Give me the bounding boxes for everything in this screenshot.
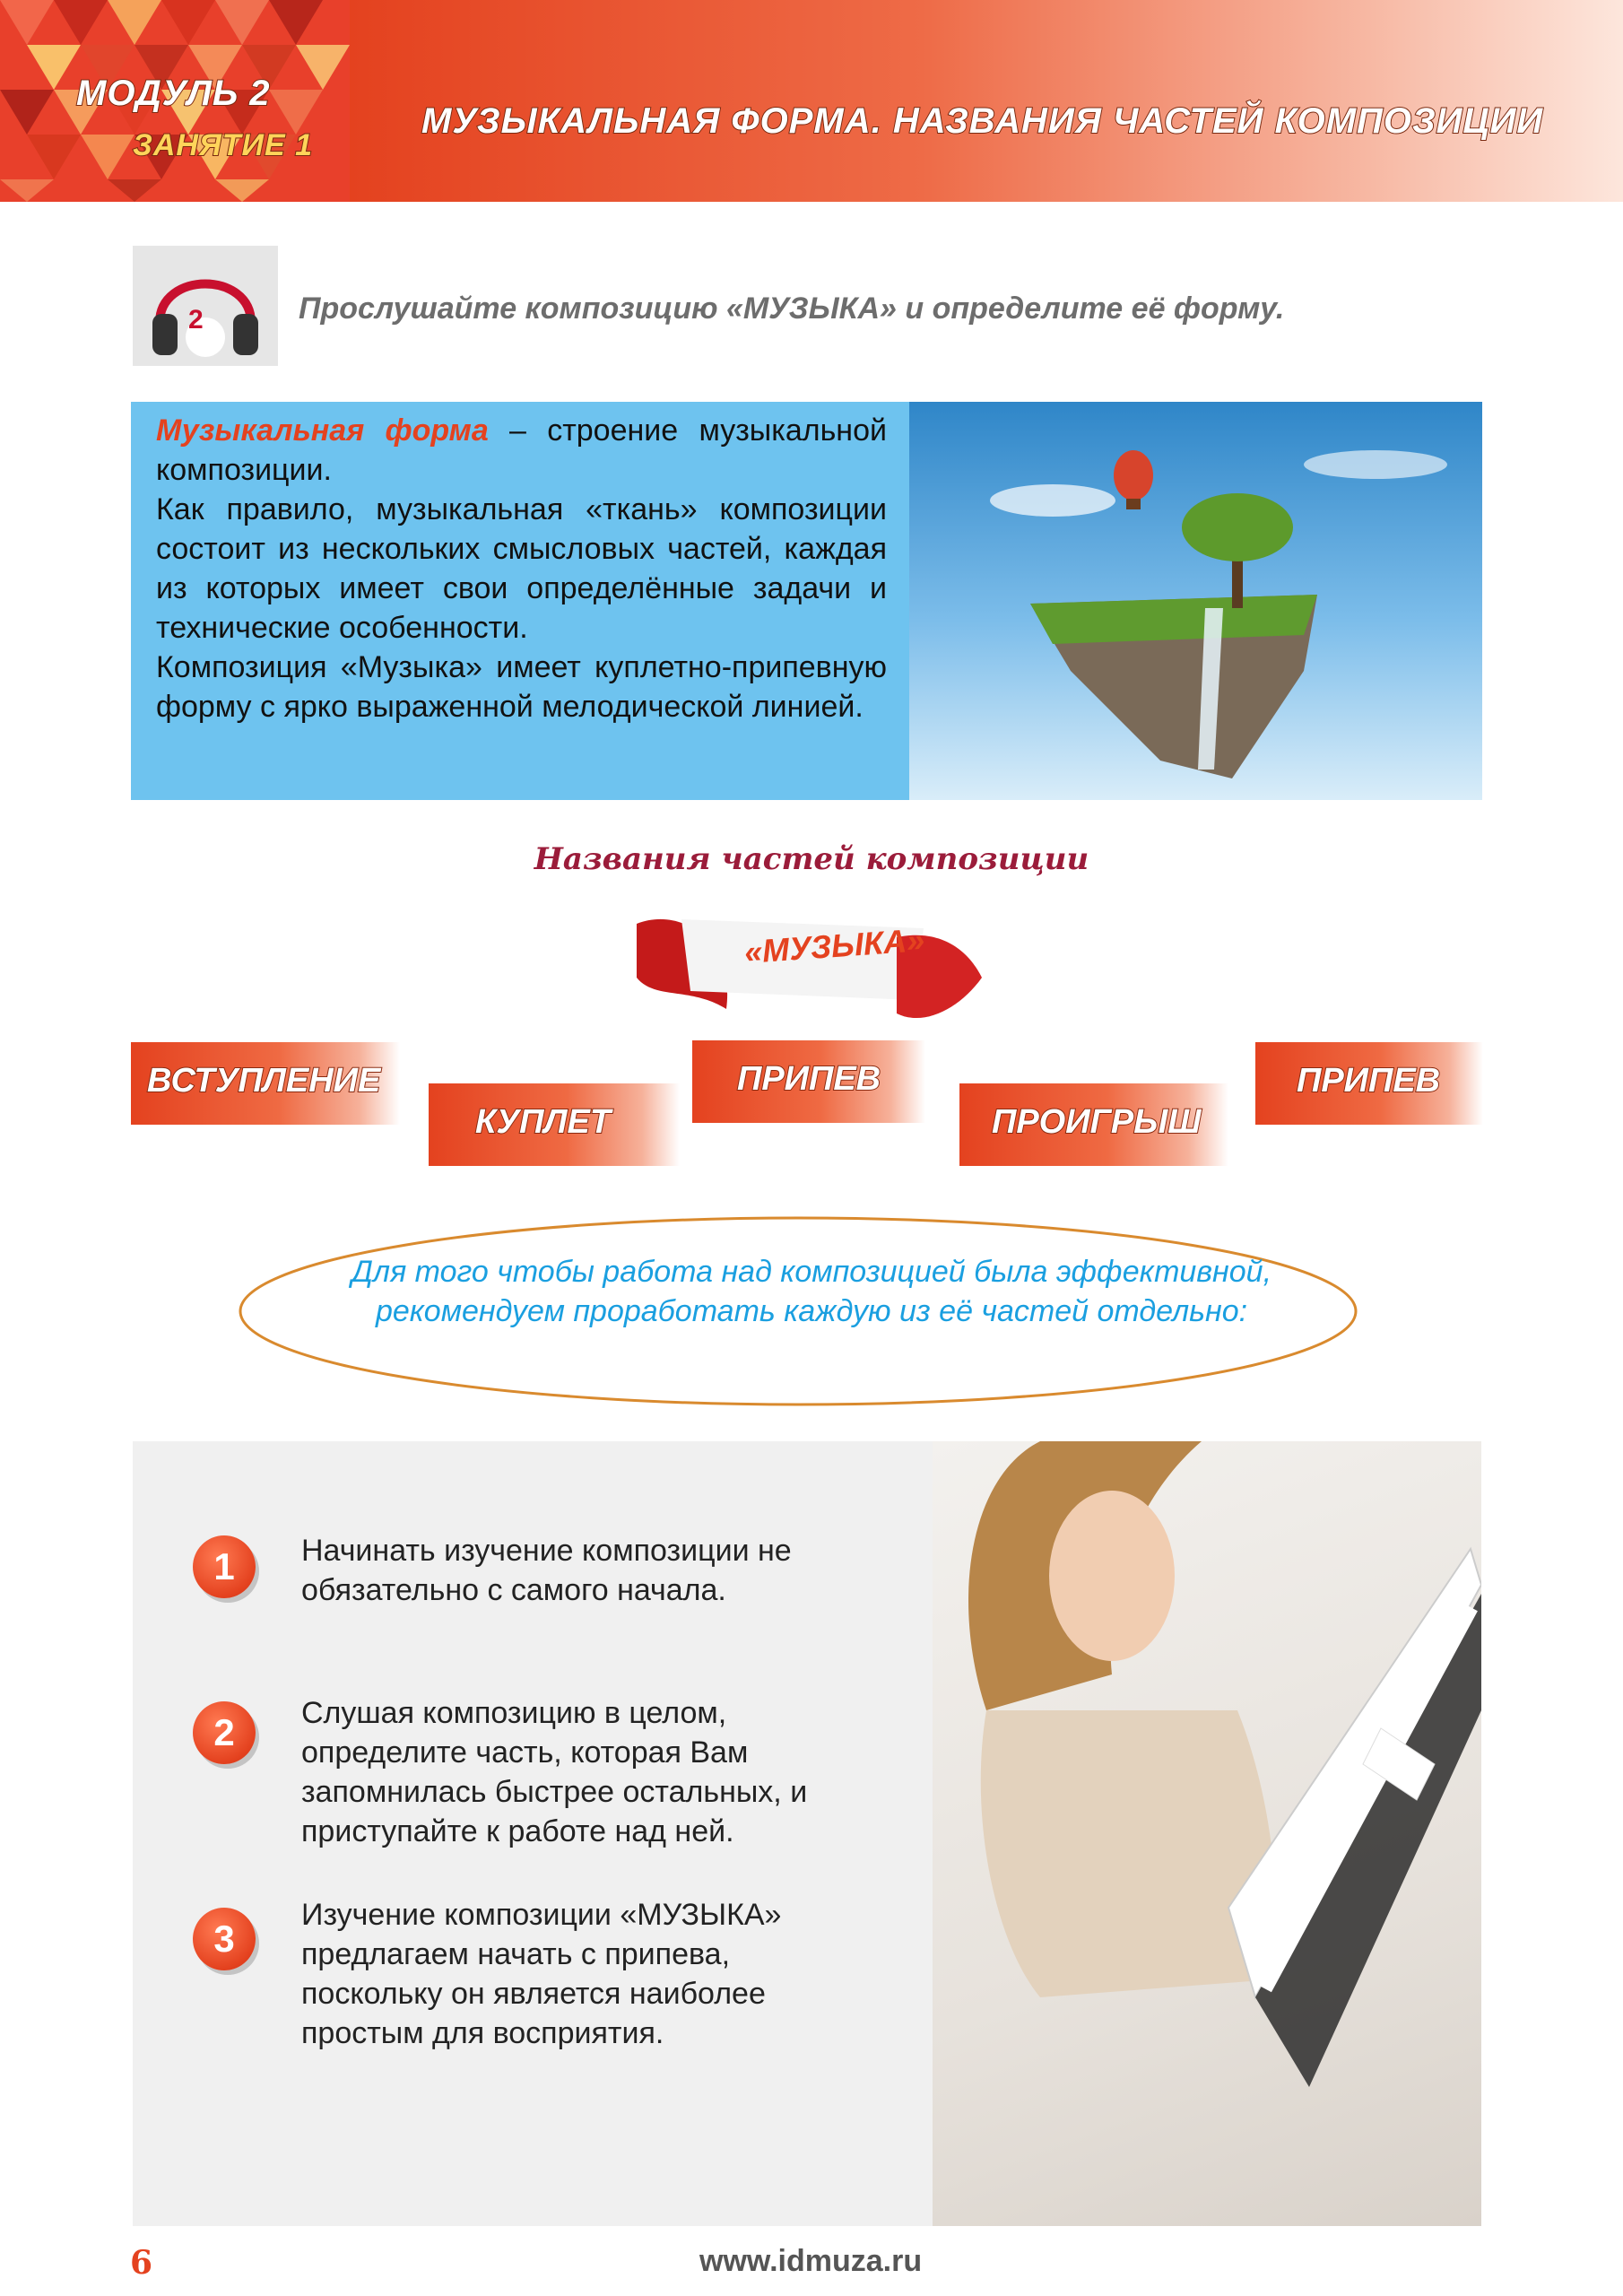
part-label: ПРИПЕВ	[1297, 1062, 1441, 1100]
tip-text-2: Слушая композицию в целом, определите часть, которая Вам запомнилась быстрее остальных, и приступайте к работе над ней.	[301, 1696, 808, 1848]
headphones-icon	[133, 246, 278, 366]
part-interlude	[959, 1083, 1228, 1166]
part-label: ПРИПЕВ	[737, 1060, 881, 1098]
definition-term: Музыкальная форма	[156, 413, 489, 448]
part-label: ВСТУПЛЕНИЕ	[147, 1062, 381, 1100]
definition-line-1	[156, 411, 887, 490]
ribbon-graphic	[628, 901, 986, 1036]
tip-text-3: Изучение композиции «МУЗЫКА» предлагаем начать с припева, поскольку он является наиболее простым для восприятия.	[301, 1898, 782, 2050]
part-chorus-2	[1255, 1042, 1483, 1125]
parts-heading: Названия частей композиции	[534, 841, 1089, 877]
listen-instruction: Прослушайте композицию «МУЗЫКА» и определите её форму.	[299, 291, 1285, 326]
song-title-ribbon	[628, 901, 986, 1036]
tip-number-3: 3	[193, 1908, 256, 1970]
headphones-graphic	[133, 246, 278, 366]
page-title: МУЗЫКАЛЬНАЯ ФОРМА. НАЗВАНИЯ ЧАСТЕЙ КОМПОЗИЦИИ	[421, 101, 1544, 141]
part-chorus	[692, 1040, 925, 1123]
definition-body: – строение музыкальной композиции.	[156, 413, 887, 487]
module-label: МОДУЛЬ 2	[76, 74, 271, 113]
floating-island-image	[909, 402, 1482, 800]
definition-paragraph-3: Композиция «Музыка» имеет куплетно-припевную форму с ярко выраженной мелодической линией.	[156, 650, 887, 724]
lesson-label: ЗАНЯТИЕ 1	[133, 128, 313, 162]
piano-illustration	[933, 1441, 1481, 2226]
island-illustration	[909, 402, 1482, 800]
page-number: 6	[130, 2244, 153, 2282]
part-intro	[131, 1042, 400, 1125]
tip-text-1: Начинать изучение композиции не обязательно с самого начала.	[301, 1534, 792, 1607]
part-label: ПРОИГРЫШ	[992, 1103, 1202, 1141]
definition-text	[156, 411, 887, 726]
part-label: КУПЛЕТ	[475, 1103, 612, 1141]
site-url[interactable]: www.idmuza.ru	[699, 2244, 923, 2278]
song-title: «МУЗЫКА»	[742, 921, 926, 970]
track-number: 2	[188, 305, 204, 335]
advice-text: Для того чтобы работа над композицией была эффективной, рекомендуем проработать каждую из её частей отдельно:	[351, 1255, 1272, 1328]
woman-playing-piano-photo	[933, 1441, 1481, 2226]
part-verse	[429, 1083, 680, 1166]
tip-number-2: 2	[193, 1701, 256, 1764]
definition-paragraph-2: Как правило, музыкальная «ткань» композиции состоит из нескольких смысловых частей, каждая из которых имеет свои определённые задачи и технические особенности.	[156, 492, 887, 645]
tip-number-1: 1	[193, 1535, 256, 1598]
